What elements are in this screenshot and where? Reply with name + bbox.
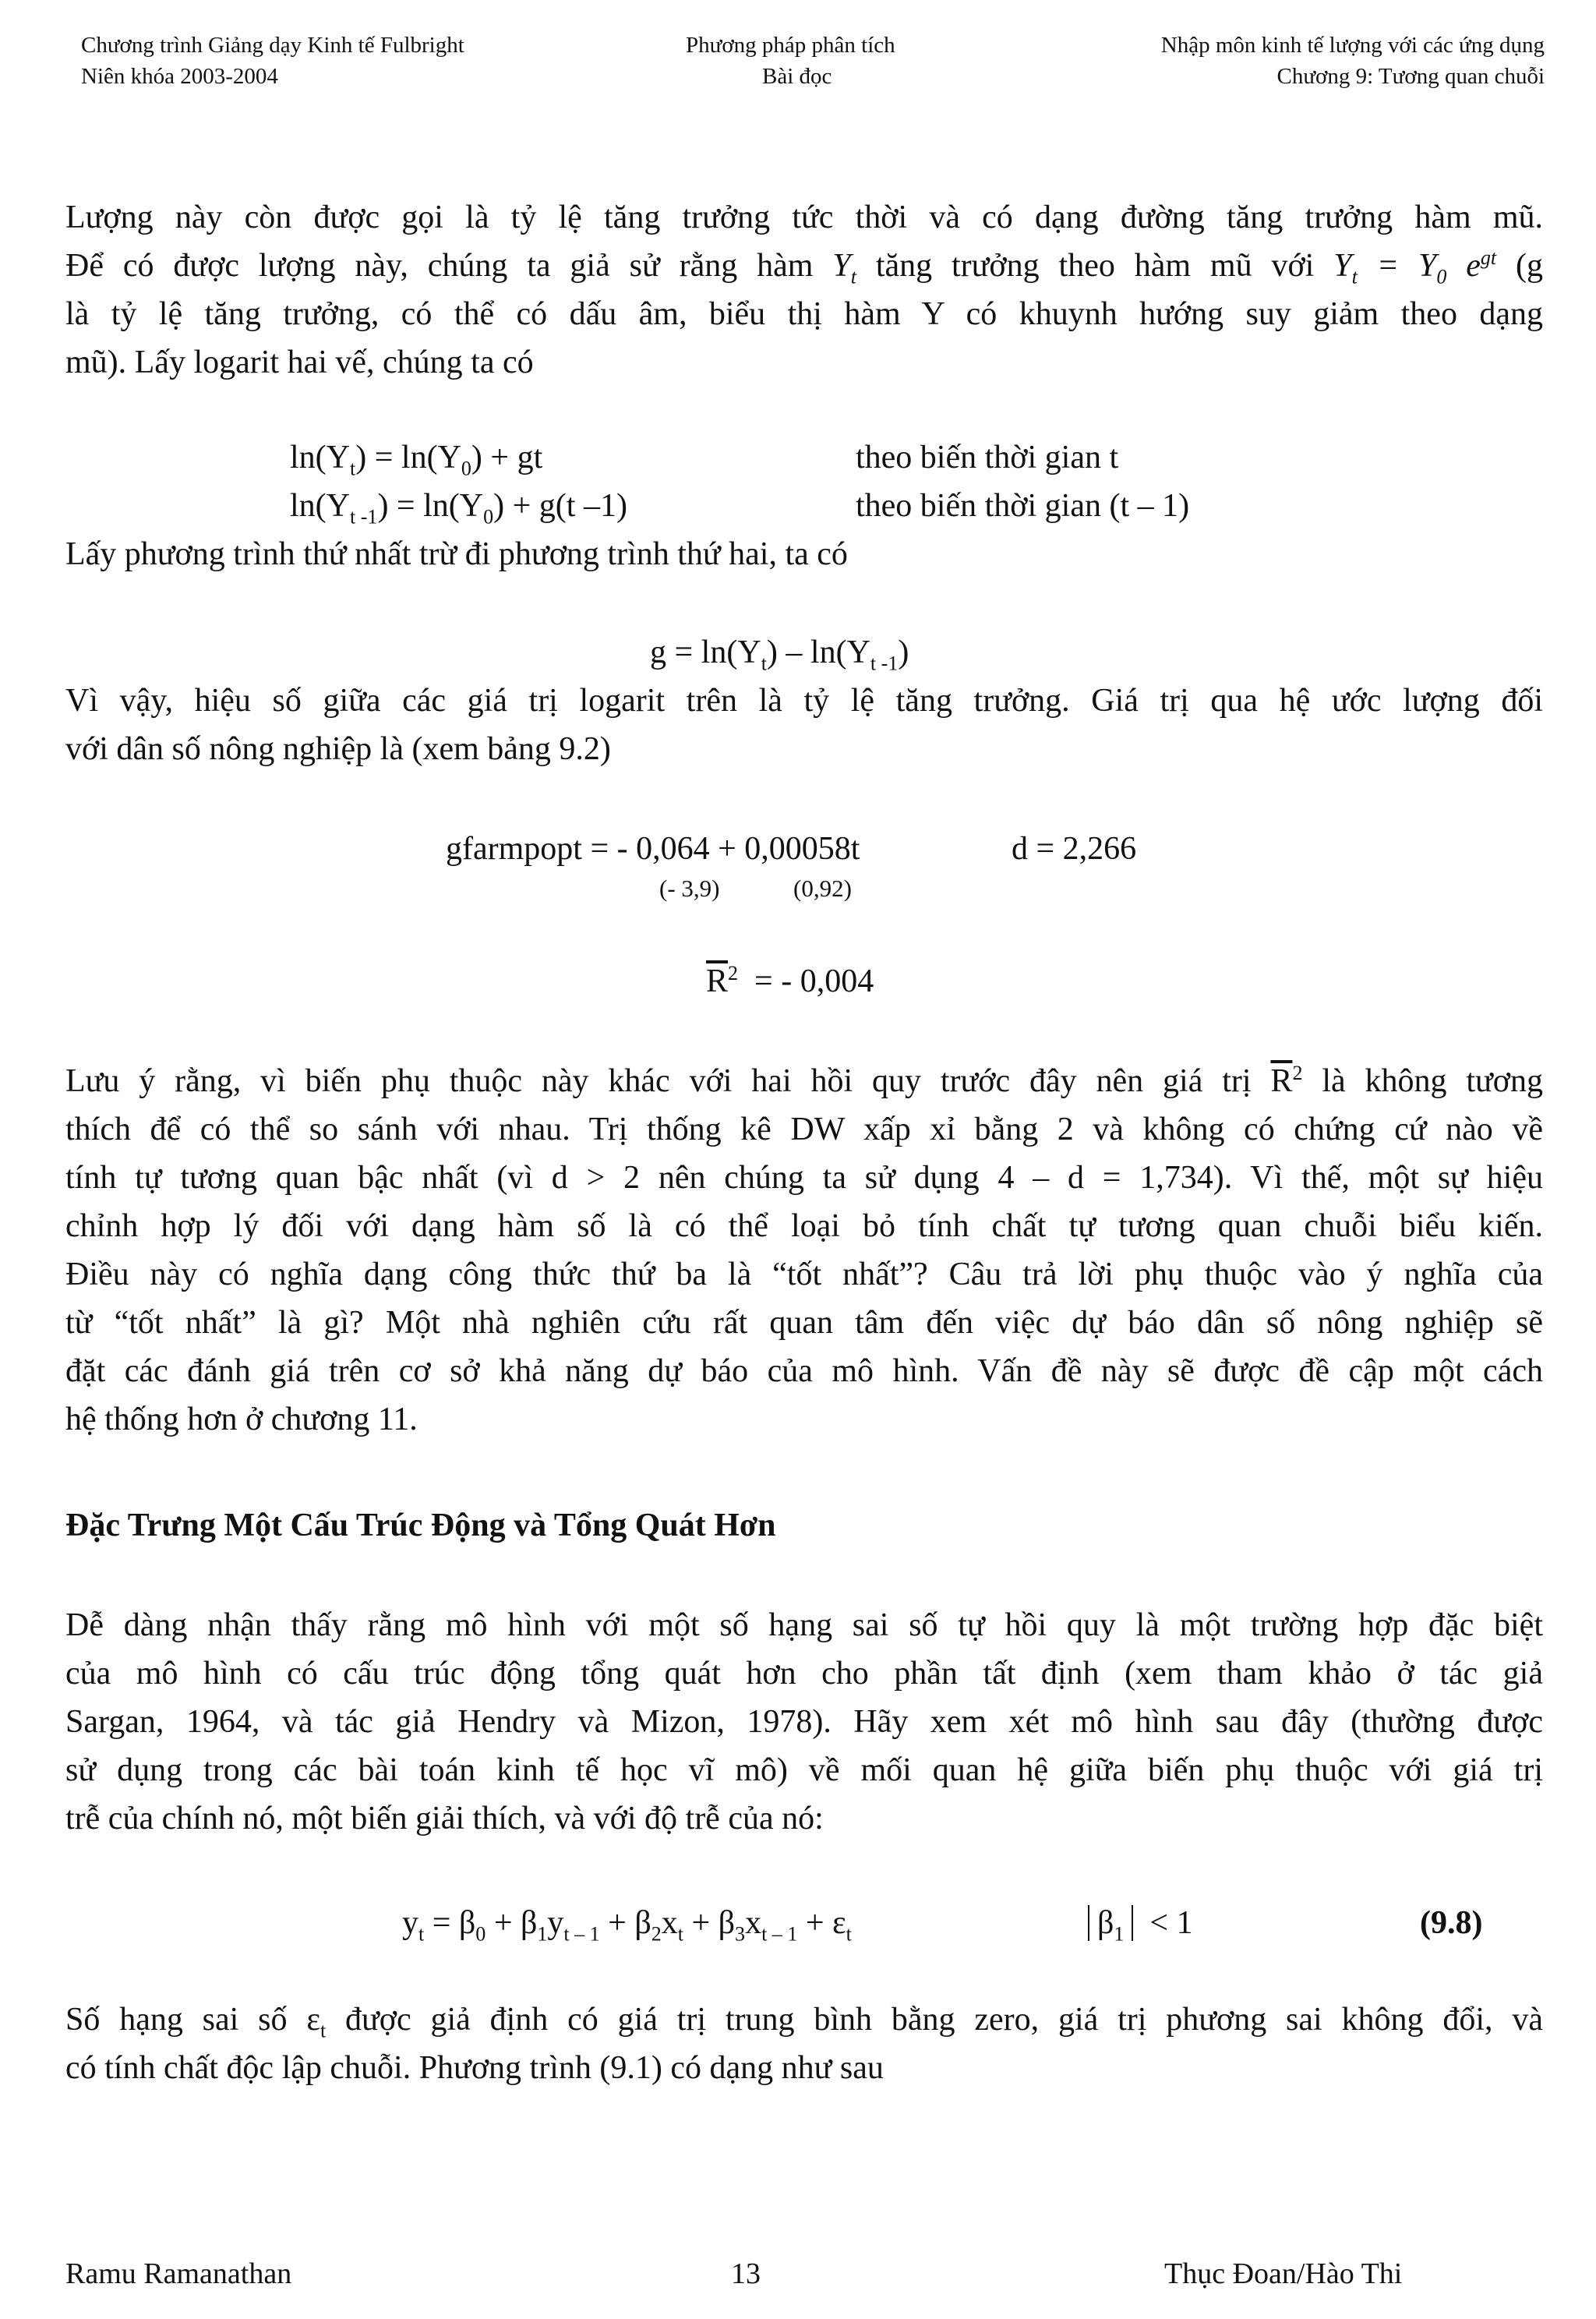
text-line: Vì vậy, hiệu số giữa các giá trị logarit trên là tỷ lệ tăng trưởng. Giá trị qua hệ ước lượng đối [65, 683, 1543, 719]
header-academic-year: Niên khóa 2003-2004 [81, 64, 278, 89]
equation-tstat-1: (- 3,9) [659, 875, 720, 902]
text-line: Lưu ý rằng, vì biến phụ thuộc này khác với hai hồi quy trước đây nên giá trị $\overline{R}^2$ là không tương [65, 1062, 1544, 1099]
text-span: Số hạng sai số [65, 2002, 307, 2038]
text-line: thích để có thể so sánh với nhau. Trị thống kê DW xấp xỉ bằng 2 và không có chứng cứ nào về [65, 1112, 1543, 1147]
equation-log-t: $\ln(Y_t) = \ln(Y_0)$ + gt [290, 440, 543, 480]
header-chapter: Chương 9: Tương quan chuỗi [1276, 64, 1545, 89]
footer-translators: Thục Đoan/Hào Thi [1164, 2257, 1403, 2290]
header-subject: Phương pháp phân tích [686, 33, 895, 58]
text-line: Điều này có nghĩa dạng công thức thứ ba là “tốt nhất”? Câu trả lời phụ thuộc vào ý nghĩa của [65, 1257, 1543, 1292]
text-span: là không tương [1302, 1063, 1544, 1099]
text-span: tăng trưởng theo hàm mũ với [856, 248, 1334, 284]
equation-tstat-2: (0,92) [793, 875, 852, 902]
footer-author: Ramu Ramanathan [65, 2257, 292, 2290]
text-line: Để có được lượng này, chúng ta giả sử rằng hàm $Y_t$ tăng trưởng theo hàm mũ với $Y_t = Y_0$ $e^{gt}$ (g [65, 246, 1543, 288]
text-line: hệ thống hơn ở chương 11. [65, 1402, 418, 1437]
paragraph-difference [65, 677, 1543, 773]
text-line: là tỷ lệ tăng trưởng, có thể có dấu âm, biểu thị hàm Y có khuynh hướng suy giảm theo dạng [65, 296, 1543, 332]
paragraph-subtract [65, 530, 1543, 578]
text-span: (g [1496, 248, 1543, 284]
text-line: có tính chất độc lập chuỗi. Phương trình (9.1) có dạng như sau [65, 2050, 884, 2086]
text-span: được giả định có giá trị trung bình bằng zero, giá trị phương sai không đổi, và [326, 2002, 1543, 2038]
paragraph-dynamic-structure [65, 1601, 1543, 1843]
equation-label-t-minus-1: theo biến thời gian (t – 1) [856, 488, 1190, 524]
equation-label-t: theo biến thời gian t [856, 440, 1119, 475]
text-line: Sargan, 1964, và tác giả Hendry và Mizon, 1978). Hãy xem xét mô hình sau đây (thường được [65, 1704, 1543, 1740]
text-line: của mô hình có cấu trúc động tổng quát hơn cho phần tất định (xem tham khảo ở tác giả [65, 1656, 1543, 1692]
paragraph-growth-rate [65, 193, 1543, 387]
header-reading: Bài đọc [762, 64, 832, 89]
equation-gfarmpop: gfarmpopt = - 0,064 + 0,00058t [446, 831, 860, 867]
equation-9-8: $y_t = \beta_0 + \beta_1y_{t - 1} + \beta_2x_t + \beta_3x_{t - 1} + \varepsilon_t$ [402, 1905, 852, 1946]
equation-durbin-watson: d = 2,266 [1012, 831, 1137, 867]
text-line: sử dụng trong các bài toán kinh tế học vĩ mô) về mối quan hệ giữa biến phụ thuộc với giá trị [65, 1752, 1543, 1788]
equation-9-8-condition: $\beta_1 < 1$ [1088, 1899, 1193, 1947]
section-heading: Đặc Trưng Một Cấu Trúc Động và Tổng Quát Hơn [65, 1508, 776, 1543]
text-line: chỉnh hợp lý đối với dạng hàm số là có thể loại bỏ tính chất tự tương quan chuỗi biểu kiến. [65, 1208, 1543, 1244]
equation-log-t-minus-1: $\ln(Y_{t -1}) = \ln(Y_0) + g(t$ –1) [290, 488, 627, 528]
text-span: Lưu ý rằng, vì biến phụ thuộc này khác với hai hồi quy trước đây nên giá trị [65, 1063, 1271, 1099]
header-book-title: Nhập môn kinh tế lượng với các ứng dụng [1160, 33, 1545, 58]
equation-number: (9.8) [1420, 1905, 1483, 1941]
text-line: mũ). Lấy logarit hai vế, chúng ta có [65, 345, 534, 380]
text-line: từ “tốt nhất” là gì? Một nhà nghiên cứu rất quan tâm đến việc dự báo dân số nông nghiệp sẽ [65, 1305, 1543, 1341]
text-line: tính tự tương quan bậc nhất (vì d > 2 nên chúng ta sử dụng 4 – d = 1,734). Vì thế, một sự hiệu [65, 1160, 1543, 1196]
header-course-title: Chương trình Giảng dạy Kinh tế Fulbright [81, 33, 464, 58]
text-line: Lượng này còn được gọi là tỷ lệ tăng trưởng tức thời và có dạng đường tăng trưởng hàm mũ. [65, 200, 1543, 235]
paragraph-error-term [65, 1996, 1543, 2092]
paragraph-note [65, 1057, 1543, 1444]
equation-r-squared: $\overline{R}^2$ = - 0,004 [706, 962, 874, 999]
text-line: Dễ dàng nhận thấy rằng mô hình với một số hạng sai số tự hồi quy là một trường hợp đặc biệt [65, 1607, 1543, 1643]
equation-growth-rate: $g = \ln(Y_t) - \ln(Y_{t -1})$ [650, 635, 909, 675]
text-line: với dân số nông nghiệp là (xem bảng 9.2) [65, 731, 611, 767]
text-line: trễ của chính nó, một biến giải thích, và với độ trễ của nó: [65, 1801, 824, 1836]
condition-value: < 1 [1149, 1905, 1193, 1941]
text-line: Số hạng sai số $\varepsilon_t$ được giả định có giá trị trung bình bằng zero, giá trị phương sai không đổi, và [65, 2002, 1543, 2042]
text-line: đặt các đánh giá trên cơ sở khả năng dự báo của mô hình. Vấn đề này sẽ được đề cập một cách [65, 1353, 1543, 1389]
text-span: Để có được lượng này, chúng ta giả sử rằng hàm [65, 248, 833, 284]
page-number: 13 [731, 2257, 761, 2290]
text-line: Lấy phương trình thứ nhất trừ đi phương trình thứ hai, ta có [65, 536, 848, 572]
r-squared-value: = - 0,004 [754, 963, 874, 999]
